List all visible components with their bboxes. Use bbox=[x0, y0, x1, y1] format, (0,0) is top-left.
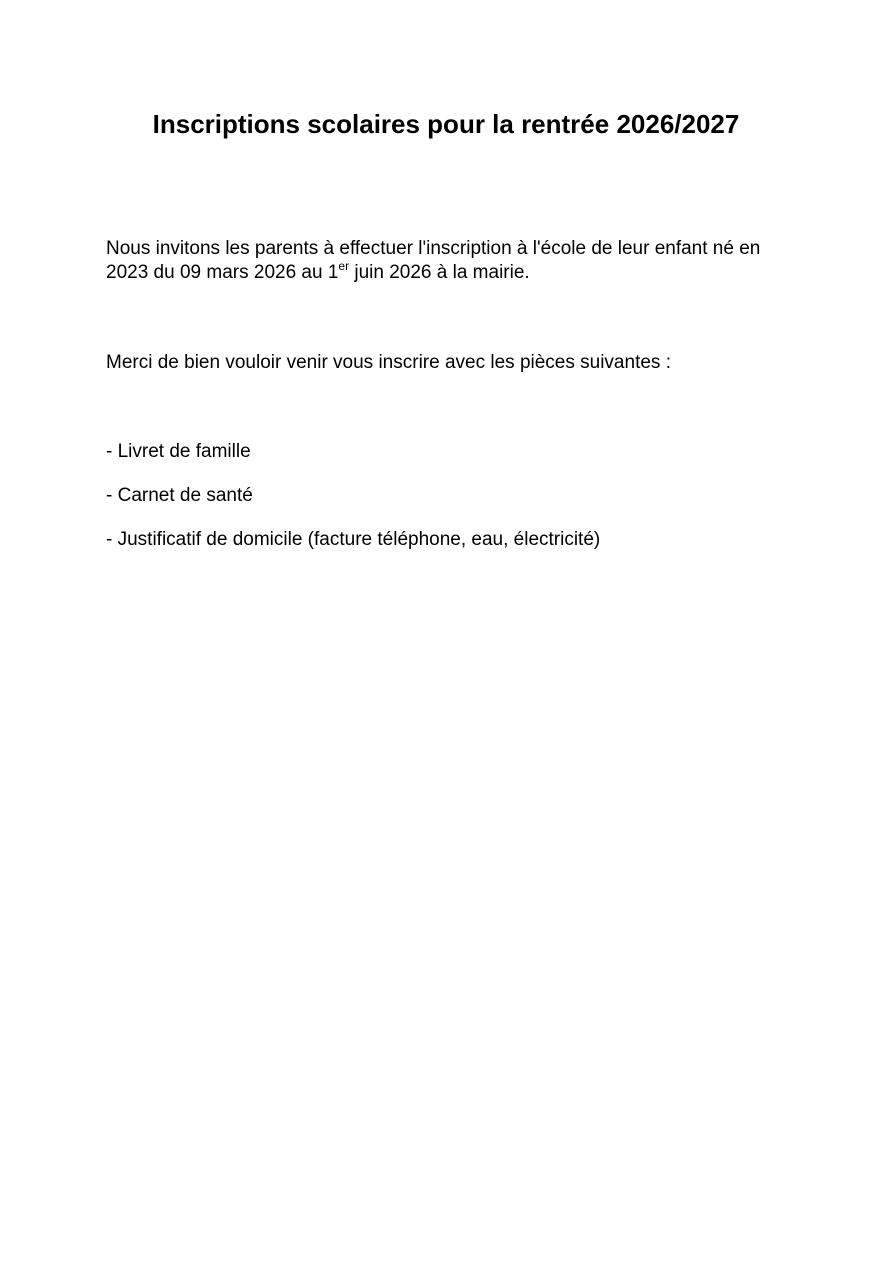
list-item: - Livret de famille bbox=[106, 441, 251, 462]
required-documents-list bbox=[106, 440, 796, 572]
intro-text-end: juin 2026 à la mairie. bbox=[349, 262, 530, 283]
intro-paragraph bbox=[106, 237, 796, 285]
request-paragraph: Merci de bien vouloir venir vous inscrire avec les pièces suivantes : bbox=[106, 352, 671, 373]
list-item: - Carnet de santé bbox=[106, 485, 253, 506]
intro-text-start: Nous invitons les parents à effectuer l'inscription à l'école de leur enfant né en 2023 du 09 mars 2026 au 1 bbox=[106, 238, 761, 283]
intro-ordinal-suffix: er bbox=[338, 258, 350, 273]
list-item: - Justificatif de domicile (facture téléphone, eau, électricité) bbox=[106, 529, 601, 550]
page-title: Inscriptions scolaires pour la rentrée 2026/2027 bbox=[152, 109, 740, 139]
